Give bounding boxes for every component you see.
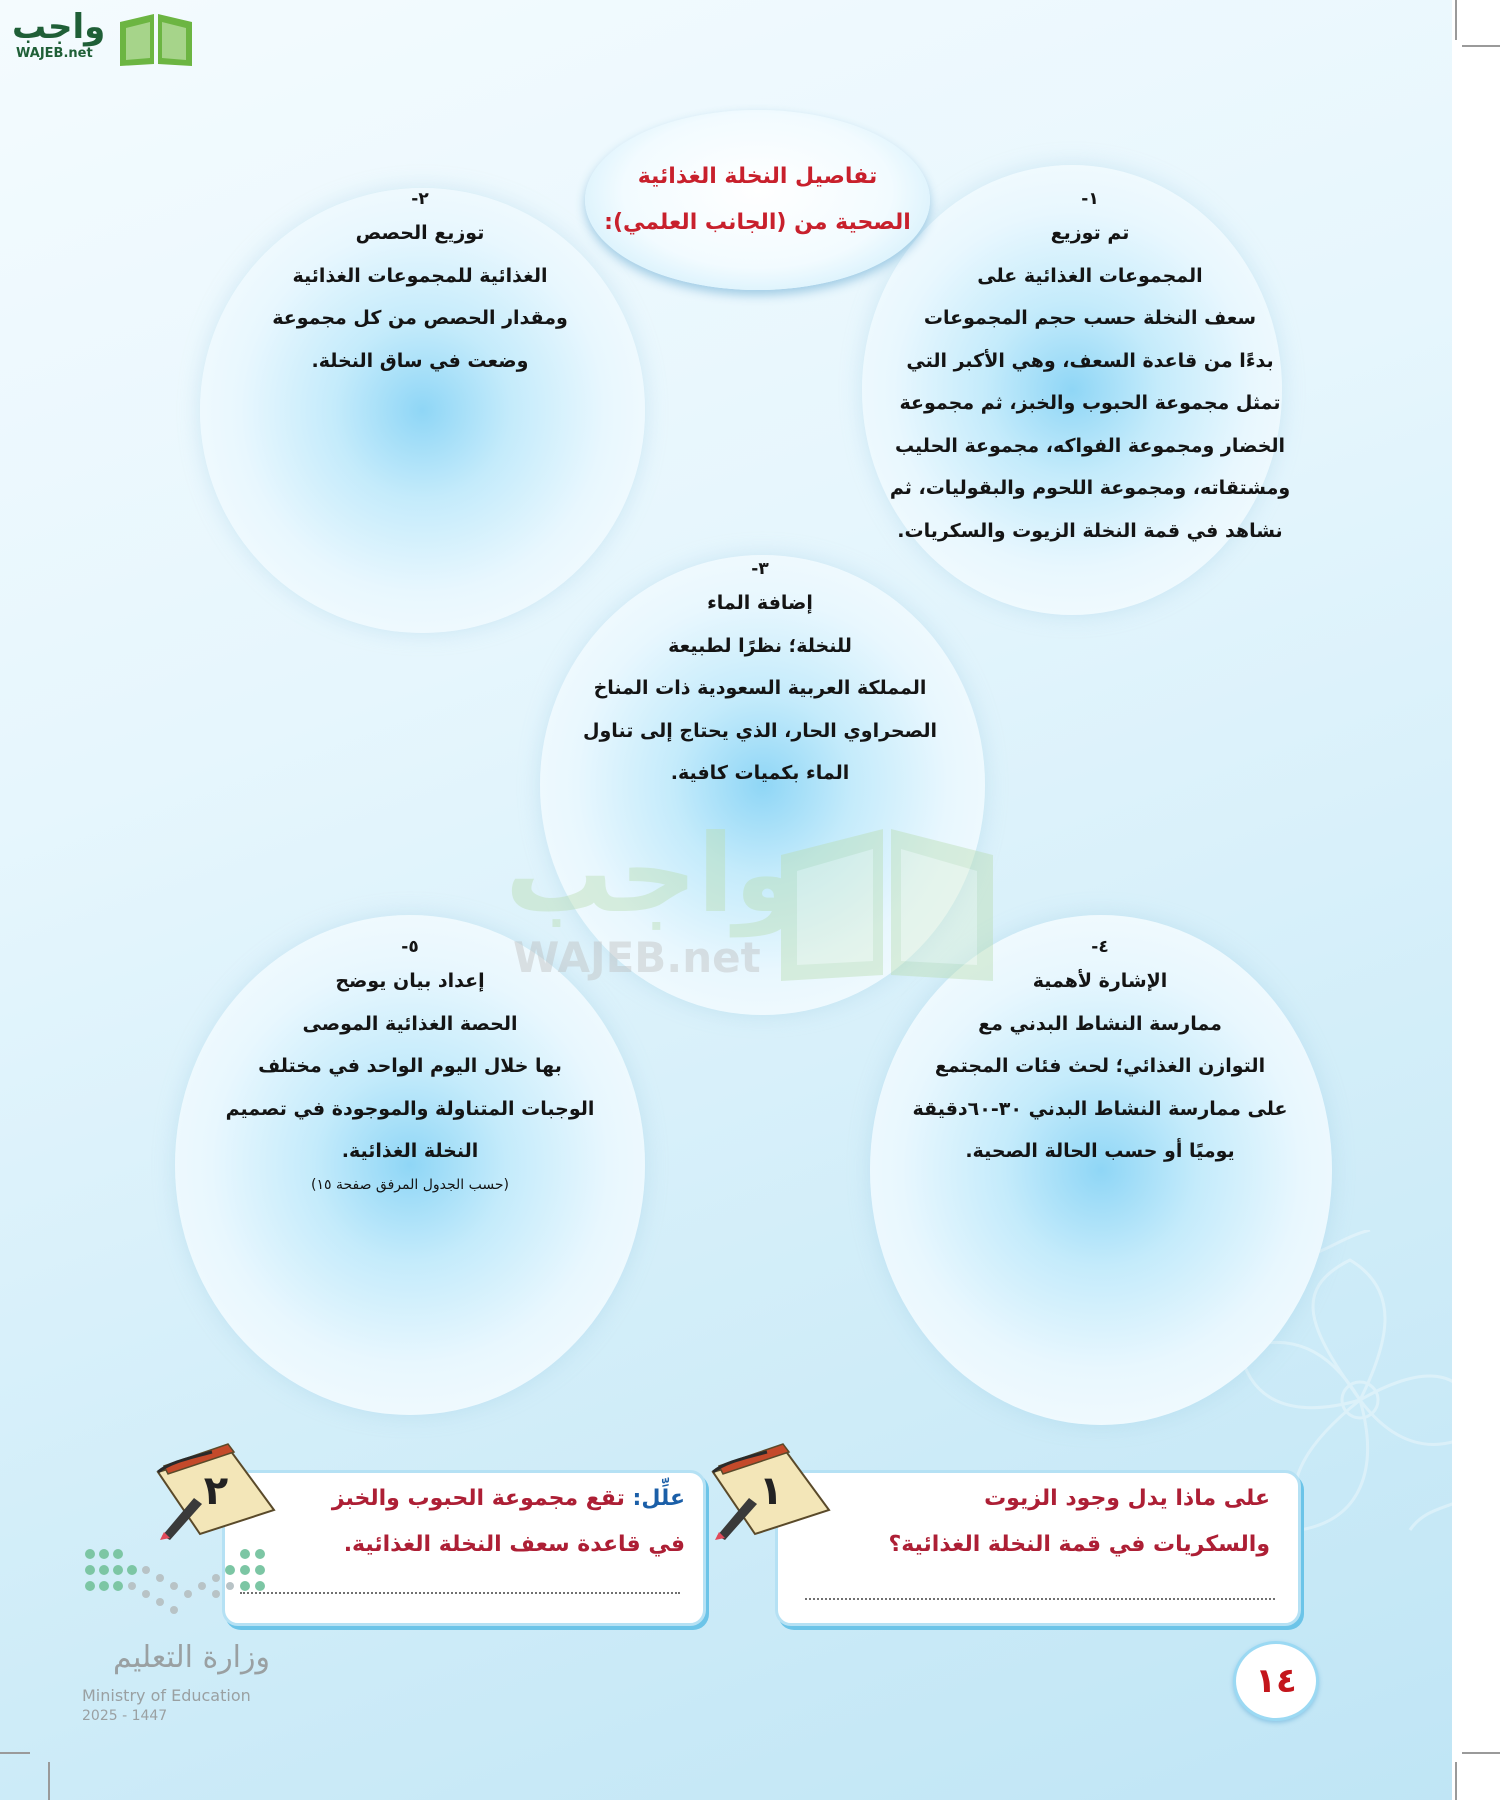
question-2-line-1: تقع مجموعة الحبوب والخبز: [331, 1486, 625, 1511]
section-line: المجموعات الغذائية على: [977, 264, 1203, 287]
logo-arabic-text: واجب: [12, 7, 106, 47]
section-number: ١-: [1081, 189, 1099, 209]
watermark-english-text: WAJEB.net: [513, 933, 761, 982]
question-1-badge: ١: [758, 1468, 784, 1514]
title-line-2: الصحية من (الجانب العلمي):: [604, 210, 911, 235]
section-line: للنخلة؛ نظرًا لطبيعة: [668, 634, 852, 657]
section-line: سعف النخلة حسب حجم المجموعات: [923, 307, 1257, 329]
section-line: على ممارسة النشاط البدني ٣٠-٦٠دقيقة: [912, 1097, 1288, 1120]
crop-mark: [1455, 1762, 1457, 1800]
ministry-year: 2025 - 1447: [82, 1708, 168, 1724]
question-2-badge: ٢: [203, 1468, 229, 1514]
logo-english-text: WAJEB.net: [16, 46, 93, 61]
section-line: الوجبات المتناولة والموجودة في تصميم: [225, 1097, 595, 1120]
answer-line-1[interactable]: [805, 1598, 1275, 1600]
title-line-1: تفاصيل النخلة الغذائية: [637, 164, 878, 189]
section-line: ومشتقاته، ومجموعة اللحوم والبقوليات، ثم: [889, 477, 1291, 499]
section-2: [210, 186, 630, 382]
section-line: الصحراوي الحار، الذي يحتاج إلى تناول: [583, 719, 937, 742]
question-1-text: [790, 1476, 1270, 1568]
section-line: الإشارة لأهمية: [1032, 970, 1168, 992]
section-3: [530, 556, 990, 795]
section-line: بدءًا من قاعدة السعف، وهي الأكبر التي: [906, 349, 1274, 372]
section-line: الماء بكميات كافية.: [670, 762, 850, 784]
section-line: وضعت في ساق النخلة.: [311, 349, 529, 372]
watermark-arabic-text: واجب: [505, 812, 802, 937]
section-line: توزيع الحصص: [355, 222, 485, 244]
section-line: التوازن الغذائي؛ لحث فئات المجتمع: [934, 1055, 1266, 1077]
ministry-dots-icon: [80, 1540, 280, 1630]
section-line: ومقدار الحصص من كل مجموعة: [272, 307, 568, 329]
ministry-english-name: Ministry of Education: [82, 1686, 251, 1705]
crop-mark: [0, 1752, 30, 1754]
crop-mark: [1462, 1752, 1500, 1754]
section-number: ٤-: [1091, 937, 1109, 957]
section-line: الخضار ومجموعة الفواكه، مجموعة الحليب: [894, 434, 1286, 457]
section-line: إعداد بيان يوضح: [335, 970, 485, 992]
ministry-logo: [80, 1540, 310, 1730]
question-2-line-2: في قاعدة سعف النخلة الغذائية.: [343, 1532, 685, 1557]
section-line: الغذائية للمجموعات الغذائية: [292, 264, 548, 287]
section-line: الحصة الغذائية الموصى: [302, 1012, 518, 1035]
section-number: ٥-: [401, 937, 419, 957]
book-logo-icon: [116, 8, 196, 68]
section-line: نشاهد في قمة النخلة الزيوت والسكريات.: [897, 519, 1283, 542]
question-1-line-1: على ماذا يدل وجود الزيوت: [984, 1486, 1270, 1511]
crop-mark: [1455, 0, 1457, 40]
crop-mark: [48, 1762, 50, 1800]
section-number: ٣-: [751, 559, 769, 579]
page-number: ١٤: [1233, 1641, 1319, 1721]
section-1: [860, 186, 1320, 552]
section-line: بها خلال اليوم الواحد في مختلف: [258, 1055, 562, 1077]
question-1-line-2: والسكريات في قمة النخلة الغذائية؟: [888, 1532, 1270, 1557]
crop-mark: [1462, 45, 1500, 47]
wajeb-logo[interactable]: [8, 6, 198, 70]
notepad-pencil-icon-1: [705, 1432, 835, 1542]
question-2-prefix: علِّل:: [632, 1486, 685, 1511]
ministry-arabic-name: وزارة التعليم: [112, 1640, 270, 1675]
section-number: ٢-: [411, 189, 429, 209]
section-line: ممارسة النشاط البدني مع: [978, 1012, 1222, 1035]
section-line: النخلة الغذائية.: [341, 1140, 479, 1162]
section-line: تم توزيع: [1050, 222, 1130, 244]
section-line: المملكة العربية السعودية ذات المناخ: [593, 677, 927, 699]
section-note: (حسب الجدول المرفق صفحة ١٥): [311, 1176, 509, 1193]
notepad-pencil-icon-2: [150, 1432, 280, 1542]
section-line: تمثل مجموعة الحبوب والخبز، ثم مجموعة: [899, 392, 1281, 414]
section-line: يوميًا أو حسب الحالة الصحية.: [965, 1140, 1235, 1162]
section-5: [180, 934, 640, 1197]
section-4: [870, 934, 1330, 1173]
section-line: إضافة الماء: [707, 592, 813, 614]
